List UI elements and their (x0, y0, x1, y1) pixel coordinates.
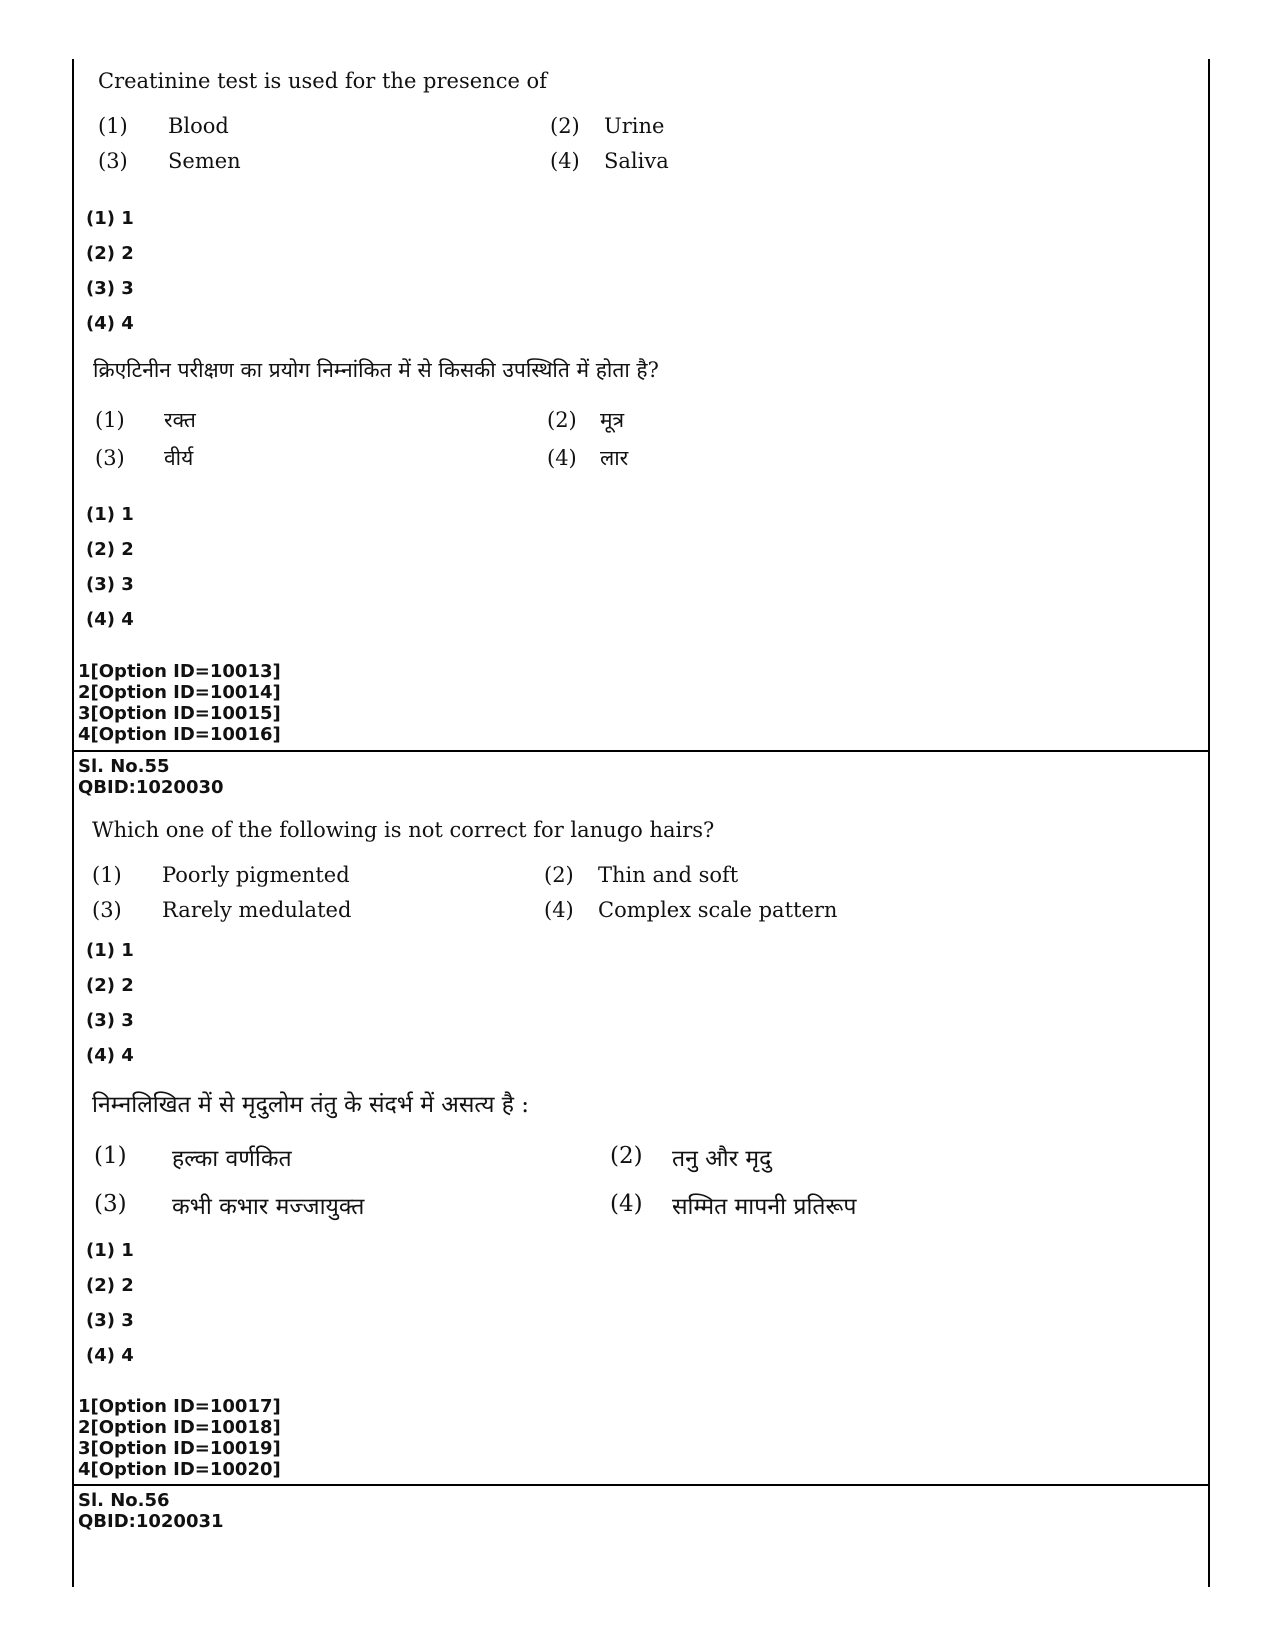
q54-option-id-2: 2[Option ID=10014] (78, 682, 281, 703)
q55-qbid: QBID:1020030 (78, 777, 224, 798)
q54-en-option-2-text: Urine (604, 114, 665, 138)
q55-en-answer-1: (1) 1 (86, 940, 134, 961)
q55-hi-option-4-num: (4) (610, 1191, 643, 1217)
q55-hi-option-4-text: सम्मित मापनी प्रतिरूप (672, 1194, 857, 1220)
q54-hi-answer-2: (2) 2 (86, 539, 134, 560)
q54-en-option-2-num: (2) (550, 114, 580, 138)
q55-option-id-4: 4[Option ID=10020] (78, 1459, 281, 1480)
q54-en-option-4-text: Saliva (604, 149, 669, 173)
q54-hi-option-4-text: लार (600, 446, 629, 470)
q54-en-option-1-text: Blood (168, 114, 229, 138)
q54-hi-answer-4: (4) 4 (86, 609, 134, 630)
q54-hi-option-1-text: रक्त (164, 408, 196, 432)
q54-option-id-4: 4[Option ID=10016] (78, 724, 281, 745)
q55-en-option-4-num: (4) (544, 898, 574, 922)
q55-hi-answer-4: (4) 4 (86, 1345, 134, 1366)
q55-en-option-1-text: Poorly pigmented (162, 863, 350, 887)
q54-hi-option-3-text: वीर्य (164, 446, 194, 470)
q55-en-option-1-num: (1) (92, 863, 122, 887)
q54-hi-option-1-num: (1) (95, 408, 125, 432)
q55-hi-answer-1: (1) 1 (86, 1240, 134, 1261)
q55-hi-option-3-text: कभी कभार मज्जायुक्त (172, 1194, 365, 1220)
q55-en-answer-2: (2) 2 (86, 975, 134, 996)
q54-hi-option-2-num: (2) (547, 408, 577, 432)
q54-hi-option-2-text: मूत्र (600, 408, 625, 432)
q55-hi-option-1-text: हल्का वर्णकित (172, 1146, 292, 1172)
q54-en-option-1-num: (1) (98, 114, 128, 138)
q54-en-option-3-text: Semen (168, 149, 241, 173)
q54-hi-answer-1: (1) 1 (86, 504, 134, 525)
q54-en-answer-4: (4) 4 (86, 313, 134, 334)
question-divider (72, 1484, 1208, 1486)
q54-en-option-4-num: (4) (550, 149, 580, 173)
q55-hi-question: निम्नलिखित में से मृदुलोम तंतु के संदर्भ में असत्य है : (92, 1092, 530, 1118)
q55-option-id-3: 3[Option ID=10019] (78, 1438, 281, 1459)
question-divider (72, 750, 1208, 752)
q55-option-id-1: 1[Option ID=10017] (78, 1396, 281, 1417)
q54-en-question: Creatinine test is used for the presence of (98, 69, 547, 93)
q55-en-option-2-num: (2) (544, 863, 574, 887)
q55-en-option-3-num: (3) (92, 898, 122, 922)
q54-hi-answer-3: (3) 3 (86, 574, 134, 595)
q55-en-answer-4: (4) 4 (86, 1045, 134, 1066)
q55-hi-option-3-num: (3) (94, 1191, 127, 1217)
q55-hi-answer-2: (2) 2 (86, 1275, 134, 1296)
q54-en-option-3-num: (3) (98, 149, 128, 173)
q54-en-answer-3: (3) 3 (86, 278, 134, 299)
q55-en-question: Which one of the following is not correct for lanugo hairs? (92, 818, 715, 842)
q55-en-option-2-text: Thin and soft (598, 863, 739, 887)
q54-en-answer-2: (2) 2 (86, 243, 134, 264)
q55-en-option-4-text: Complex scale pattern (598, 898, 838, 922)
q55-hi-option-2-text: तनु और मृदु (672, 1146, 772, 1172)
q54-option-id-3: 3[Option ID=10015] (78, 703, 281, 724)
q56-sl-no: Sl. No.56 (78, 1490, 170, 1511)
q55-hi-option-1-num: (1) (94, 1143, 127, 1169)
q55-option-id-2: 2[Option ID=10018] (78, 1417, 281, 1438)
q54-hi-question: क्रिएटिनीन परीक्षण का प्रयोग निम्नांकित में से किसकी उपस्थिति में होता है? (93, 358, 659, 382)
q55-hi-answer-3: (3) 3 (86, 1310, 134, 1331)
q55-sl-no: Sl. No.55 (78, 756, 170, 777)
q56-qbid: QBID:1020031 (78, 1511, 224, 1532)
q55-hi-option-2-num: (2) (610, 1143, 643, 1169)
q54-en-answer-1: (1) 1 (86, 208, 134, 229)
q54-hi-option-4-num: (4) (547, 446, 577, 470)
q54-hi-option-3-num: (3) (95, 446, 125, 470)
q54-option-id-1: 1[Option ID=10013] (78, 661, 281, 682)
q55-en-answer-3: (3) 3 (86, 1010, 134, 1031)
q55-en-option-3-text: Rarely medulated (162, 898, 352, 922)
